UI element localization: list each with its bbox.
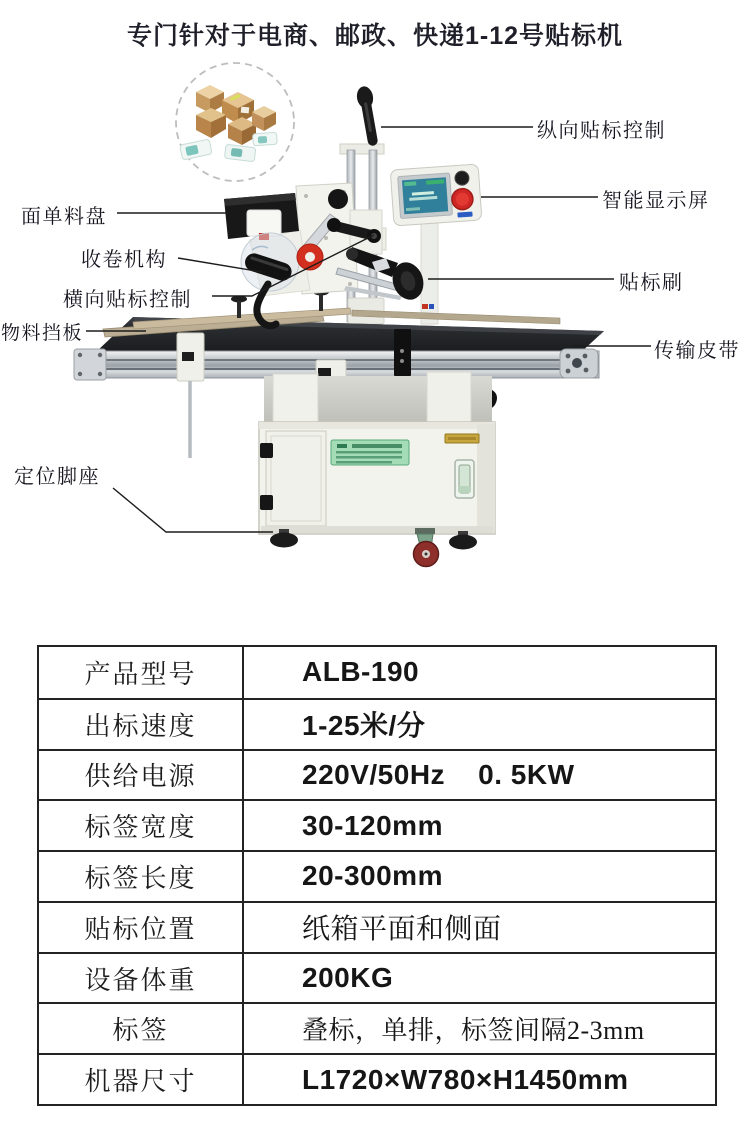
table-row [39,952,715,1003]
callout-positioning-foot: 定位脚座 [14,466,100,488]
table-row [39,850,715,901]
spec-value-cell: 纸箱平面和侧面 [302,914,502,946]
spec-label-cell: 产品型号 [39,647,244,698]
spec-label-cell: 标签 [39,1004,244,1053]
spec-label-cell: 设备体重 [39,954,244,1003]
callout-label-tray: 面单料盘 [21,206,107,228]
spec-label-cell: 出标速度 [39,700,244,749]
sight-glass [455,460,474,498]
spec-label-cell: 贴标位置 [39,903,244,952]
callout-smart-display: 智能显示屏 [602,190,710,212]
table-row [39,698,715,749]
table-row [39,647,715,698]
spec-value-cell: ALB-190 [302,656,420,688]
vertical-control-handle [355,85,381,147]
smart-display-panel [390,164,482,324]
callout-horizontal-label-control: 横向贴标控制 [63,289,192,311]
spec-table [37,645,717,1106]
spec-value-cell: L1720×W780×H1450mm [302,1063,629,1095]
page-title: 专门针对于电商、邮政、快递1-12号贴标机 [126,22,624,50]
callout-material-baffle: 物料挡板 [1,323,84,344]
cabinet-door [266,431,326,526]
boxes-inset-image [176,63,294,181]
spec-label-cell: 标签宽度 [39,801,244,850]
callout-rewind-mechanism: 收卷机构 [81,249,167,271]
spec-label-cell: 供给电源 [39,751,244,800]
base-cabinet [259,372,495,567]
table-row [39,1053,715,1104]
nameplate [331,440,409,465]
table-row [39,1002,715,1053]
spec-value-cell: 叠标，单排，标签间隔2-3mm [302,1016,645,1046]
spec-label-cell: 机器尺寸 [39,1055,244,1104]
table-row [39,799,715,850]
table-row [39,901,715,952]
spec-value-cell: 1-25米/分 [302,710,426,742]
caster-wheel [414,528,439,567]
spec-value-cell: 200KG [302,962,394,994]
callout-label-brush: 贴标刷 [619,272,684,294]
spec-value-cell: 30-120mm [302,809,443,841]
callout-vertical-label-control: 纵向贴标控制 [537,120,666,142]
spec-value-cell: 20-300mm [302,860,443,892]
table-row [39,749,715,800]
spec-value-cell: 220V/50Hz 0. 5KW [302,758,575,790]
callout-conveyor-belt: 传输皮带 [654,340,740,362]
spec-label-cell: 标签长度 [39,852,244,901]
